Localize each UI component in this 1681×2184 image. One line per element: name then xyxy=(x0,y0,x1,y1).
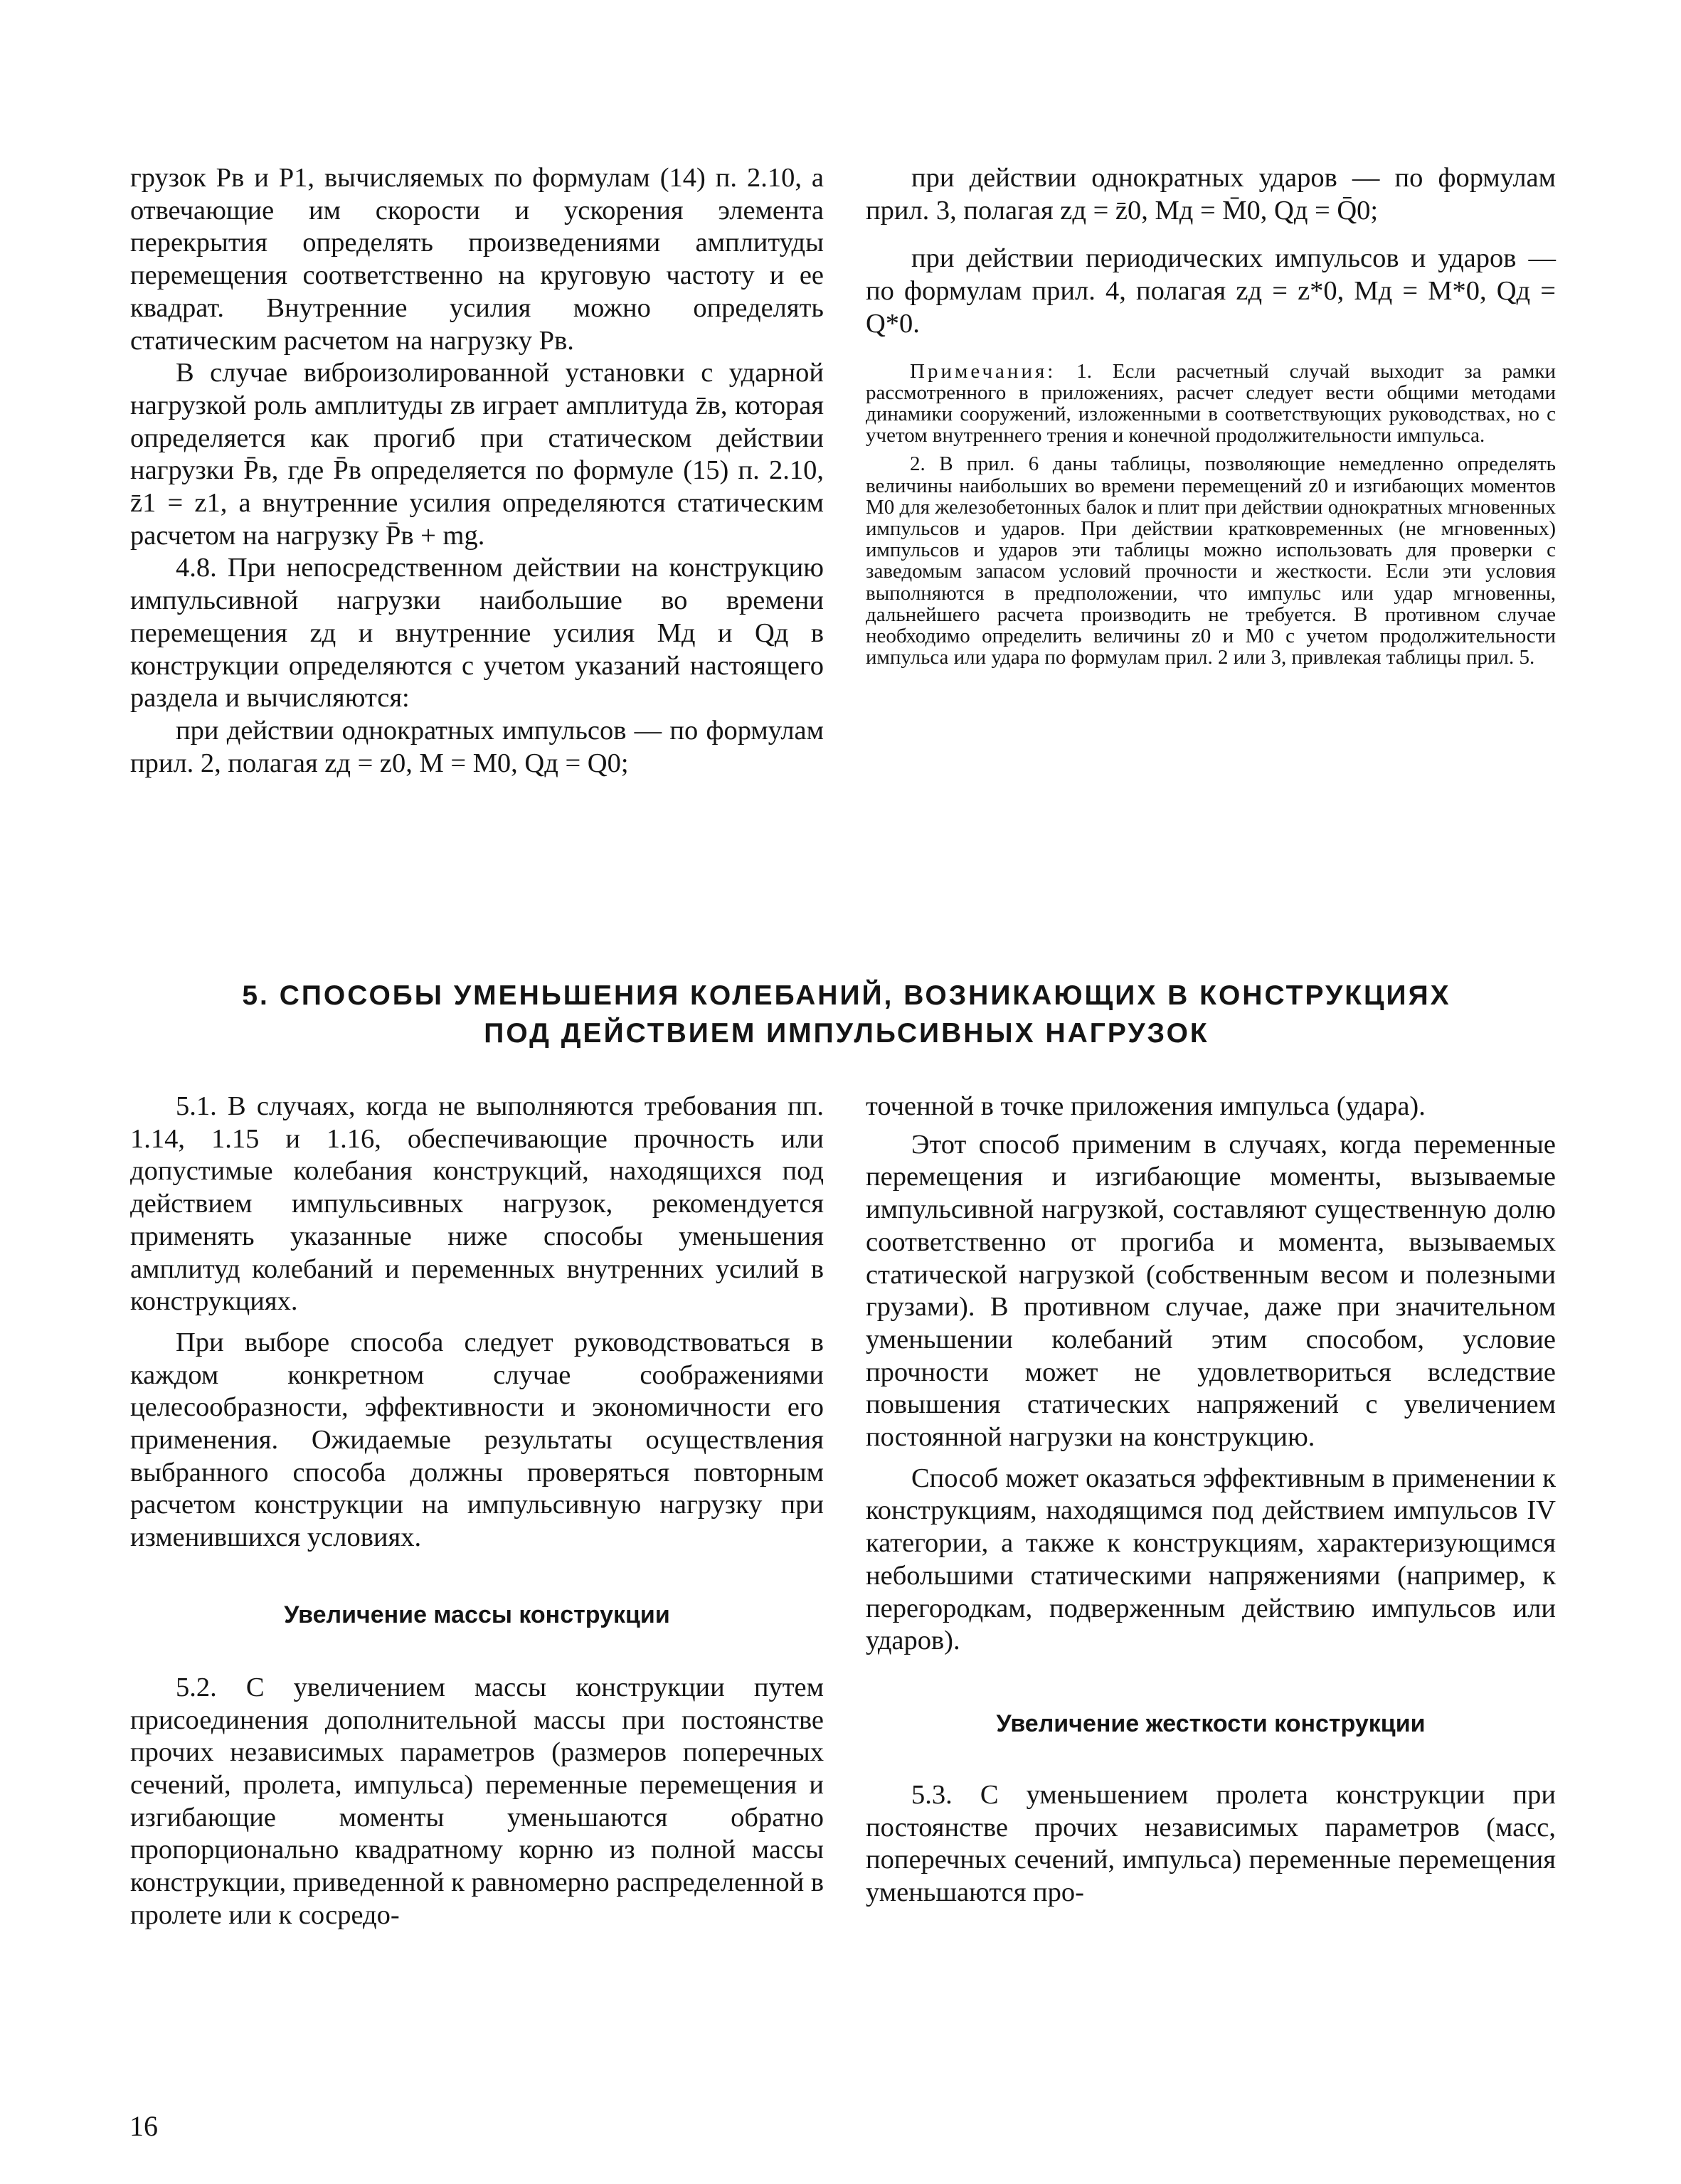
paragraph: 5.1. В случаях, когда не выполняются требования пп. 1.14, 1.15 и 1.16, обеспечивающие прочность или допустимые колебания конструкций, находящихся под действием импульсивных нагрузок, рекомендуется применять указанные ниже способы уменьшения амплитуд колебаний и переменных внутренних усилий в конструкциях. xyxy=(130,1091,824,1317)
note-paragraph xyxy=(866,361,1556,447)
subsection-heading: Увеличение жесткости конструкции xyxy=(996,1709,1426,1737)
paragraph: точенной в точке приложения импульса (удара). xyxy=(866,1091,1426,1121)
paragraph: при действии периодических импульсов и ударов — по формулам прил. 4, полагая zд = z*0, Mд = M*0, Qд = Q*0. xyxy=(866,243,1556,339)
paragraph: при действии однократных ударов — по формулам прил. 3, полагая zд = z̄0, Mд = M̄0, Qд = Q̄0; xyxy=(866,163,1556,226)
right-column-bottom xyxy=(866,1091,1556,1909)
paragraph: В случае виброизолированной установки с ударной нагрузкой роль амплитуды zв играет амплитуда z̄в, которая определяется как прогиб при статическом действии нагрузки P̄в, где P̄в определяется по формуле (15) п. 2.10, z̄1 = z1, а внутренние усилия определяются статическим расчетом на нагрузку P̄в + mg. xyxy=(130,358,824,551)
section-heading xyxy=(135,977,1558,1052)
paragraph: 4.8. При непосредственном действии на конструкцию импульсивной нагрузки наибольшие во времени перемещения zд и внутренние усилия Mд и Qд в конструкции определяются с учетом указаний настоящего раздела и вычисляются: xyxy=(130,553,824,714)
paragraph: Этот способ применим в случаях, когда переменные перемещения и изгибающие моменты, вызываемые импульсивной нагрузкой, составляют существенную долю соответственно от прогиба и момента, вызываемых статической нагрузкой (собственным весом и полезными грузами). В противном случае, даже при значительном уменьшении колебаний этим способом, условие прочности может не удовлетвориться вследствие повышения статических напряжений с увеличением постоянной нагрузки на конструкцию. xyxy=(866,1129,1556,1453)
subsection-heading: Увеличение массы конструкции xyxy=(284,1601,670,1628)
left-column-bottom xyxy=(130,1091,824,1931)
paragraph: при действии однократных импульсов — по формулам прил. 2, полагая zд = z0, M = M0, Qд = Q0; xyxy=(130,715,824,778)
paragraph: При выборе способа следует руководствоваться в каждом конкретном случае соображениями целесообразности, эффективности и экономичности его применения. Ожидаемые результаты осуществления выбранного способа должны проверяться повторным расчетом конструкции на импульсивную нагрузку при изменившихся условиях. xyxy=(130,1327,824,1553)
paragraph: 5.3. С уменьшением пролета конструкции при постоянстве прочих независимых параметров (масс, поперечных сечений, импульса) переменные перемещения уменьшаются про- xyxy=(866,1779,1556,1908)
page-number: 16 xyxy=(129,2110,158,2142)
section-heading-line2: ПОД ДЕЙСТВИЕМ ИМПУЛЬСИВНЫХ НАГРУЗОК xyxy=(484,1018,1209,1049)
left-column-top xyxy=(130,162,824,780)
right-column-top xyxy=(866,162,1556,668)
section-heading-line1: 5. СПОСОБЫ УМЕНЬШЕНИЯ КОЛЕБАНИЙ, ВОЗНИКАЮЩИХ В КОНСТРУКЦИЯХ xyxy=(242,980,1451,1011)
paragraph: Способ может оказаться эффективным в применении к конструкциям, находящимся под действием импульсов IV категории, а также к конструкциям, характеризующимся небольшими статическими напряжениями (например, к перегородкам, подверженным действию импульсов или ударов). xyxy=(866,1463,1556,1656)
paragraph: грузок Pв и P1, вычисляемых по формулам (14) п. 2.10, а отвечающие им скорости и ускорения элемента перекрытия определять произведениями амплитуды перемещения соответственно на круговую частоту и ее квадрат. Внутренние усилия можно определять статическим расчетом на нагрузку Pв. xyxy=(130,163,824,356)
note-label: Примечания: xyxy=(910,359,1056,383)
paragraph: 5.2. С увеличением массы конструкции путем присоединения дополнительной массы при постоянстве прочих независимых параметров (размеров поперечных сечений, пролета, импульса) переменные перемещения и изгибающие моменты уменьшаются обратно пропорционально квадратному корню из полной массы конструкции, приведенной к равномерно распределенной в пролете или к сосредо- xyxy=(130,1672,824,1930)
note-text: 1. Если расчетный случай выходит за рамки рассмотренного в приложениях, расчет следует вести общими методами динамики сооружений, изложенными в соответствующих руководствах, но с учетом внутреннего трения и конечной продолжительности импульса. xyxy=(866,359,1556,447)
note-paragraph: 2. В прил. 6 даны таблицы, позволяющие немедленно определять величины наибольших во времени перемещений z0 и изгибающих моментов M0 для железобетонных балок и плит при действии однократных мгновенных импульсов и ударов. При действии кратковременных (не мгновенных) импульсов и ударов эти таблицы можно использовать для проверки с заведомым запасом условий прочности и жесткости. Если эти условия выполняются в предположении, что импульс или удар мгновенны, дальнейшего расчета производить не требуется. В противном случае необходимо определить величины z0 и M0 с учетом продолжительности импульса или удара по формулам прил. 2 или 3, привлекая таблицы прил. 5. xyxy=(866,452,1556,669)
